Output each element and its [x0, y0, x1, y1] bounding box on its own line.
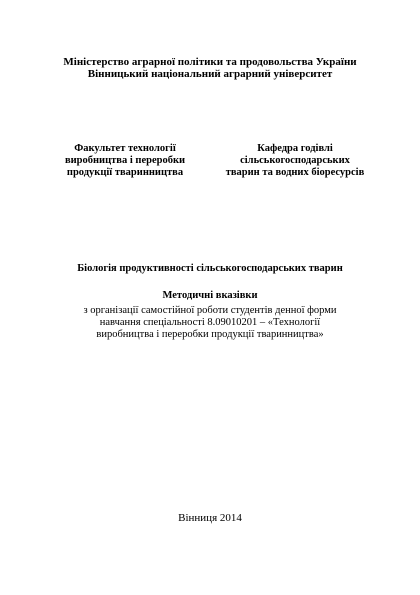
faculty-block	[40, 143, 210, 179]
department-block	[205, 143, 385, 179]
faculty-line-2: виробництва і переробки	[64, 155, 186, 166]
document-title-text: Біологія продуктивності сільськогосподарських тварин	[77, 263, 343, 274]
document-title	[20, 263, 400, 275]
place-year	[100, 512, 320, 524]
document-desc-line-1: з організації самостійної роботи студентів денної форми	[83, 305, 337, 316]
faculty-line-3: продукції тваринництва	[66, 167, 184, 178]
ministry-header	[30, 56, 390, 80]
university-name: Вінницький національний аграрний університет	[87, 68, 333, 80]
department-line-3: тварин та водних біоресурсів	[225, 167, 365, 178]
document-description	[30, 290, 390, 341]
place-year-text: Вінниця 2014	[178, 512, 242, 524]
document-type: Методичні вказівки	[162, 290, 258, 301]
department-line-1: Кафедра годівлі	[257, 143, 333, 154]
department-line-2: сільськогосподарських	[240, 155, 350, 166]
document-desc-line-2: навчання спеціальності 8.09010201 – «Технології	[99, 317, 321, 328]
faculty-line-1: Факультет технології	[74, 143, 176, 154]
document-desc-line-3: виробництва і переробки продукції тваринництва»	[96, 329, 324, 340]
ministry-name: Міністерство аграрної політики та продовольства України	[63, 56, 357, 68]
